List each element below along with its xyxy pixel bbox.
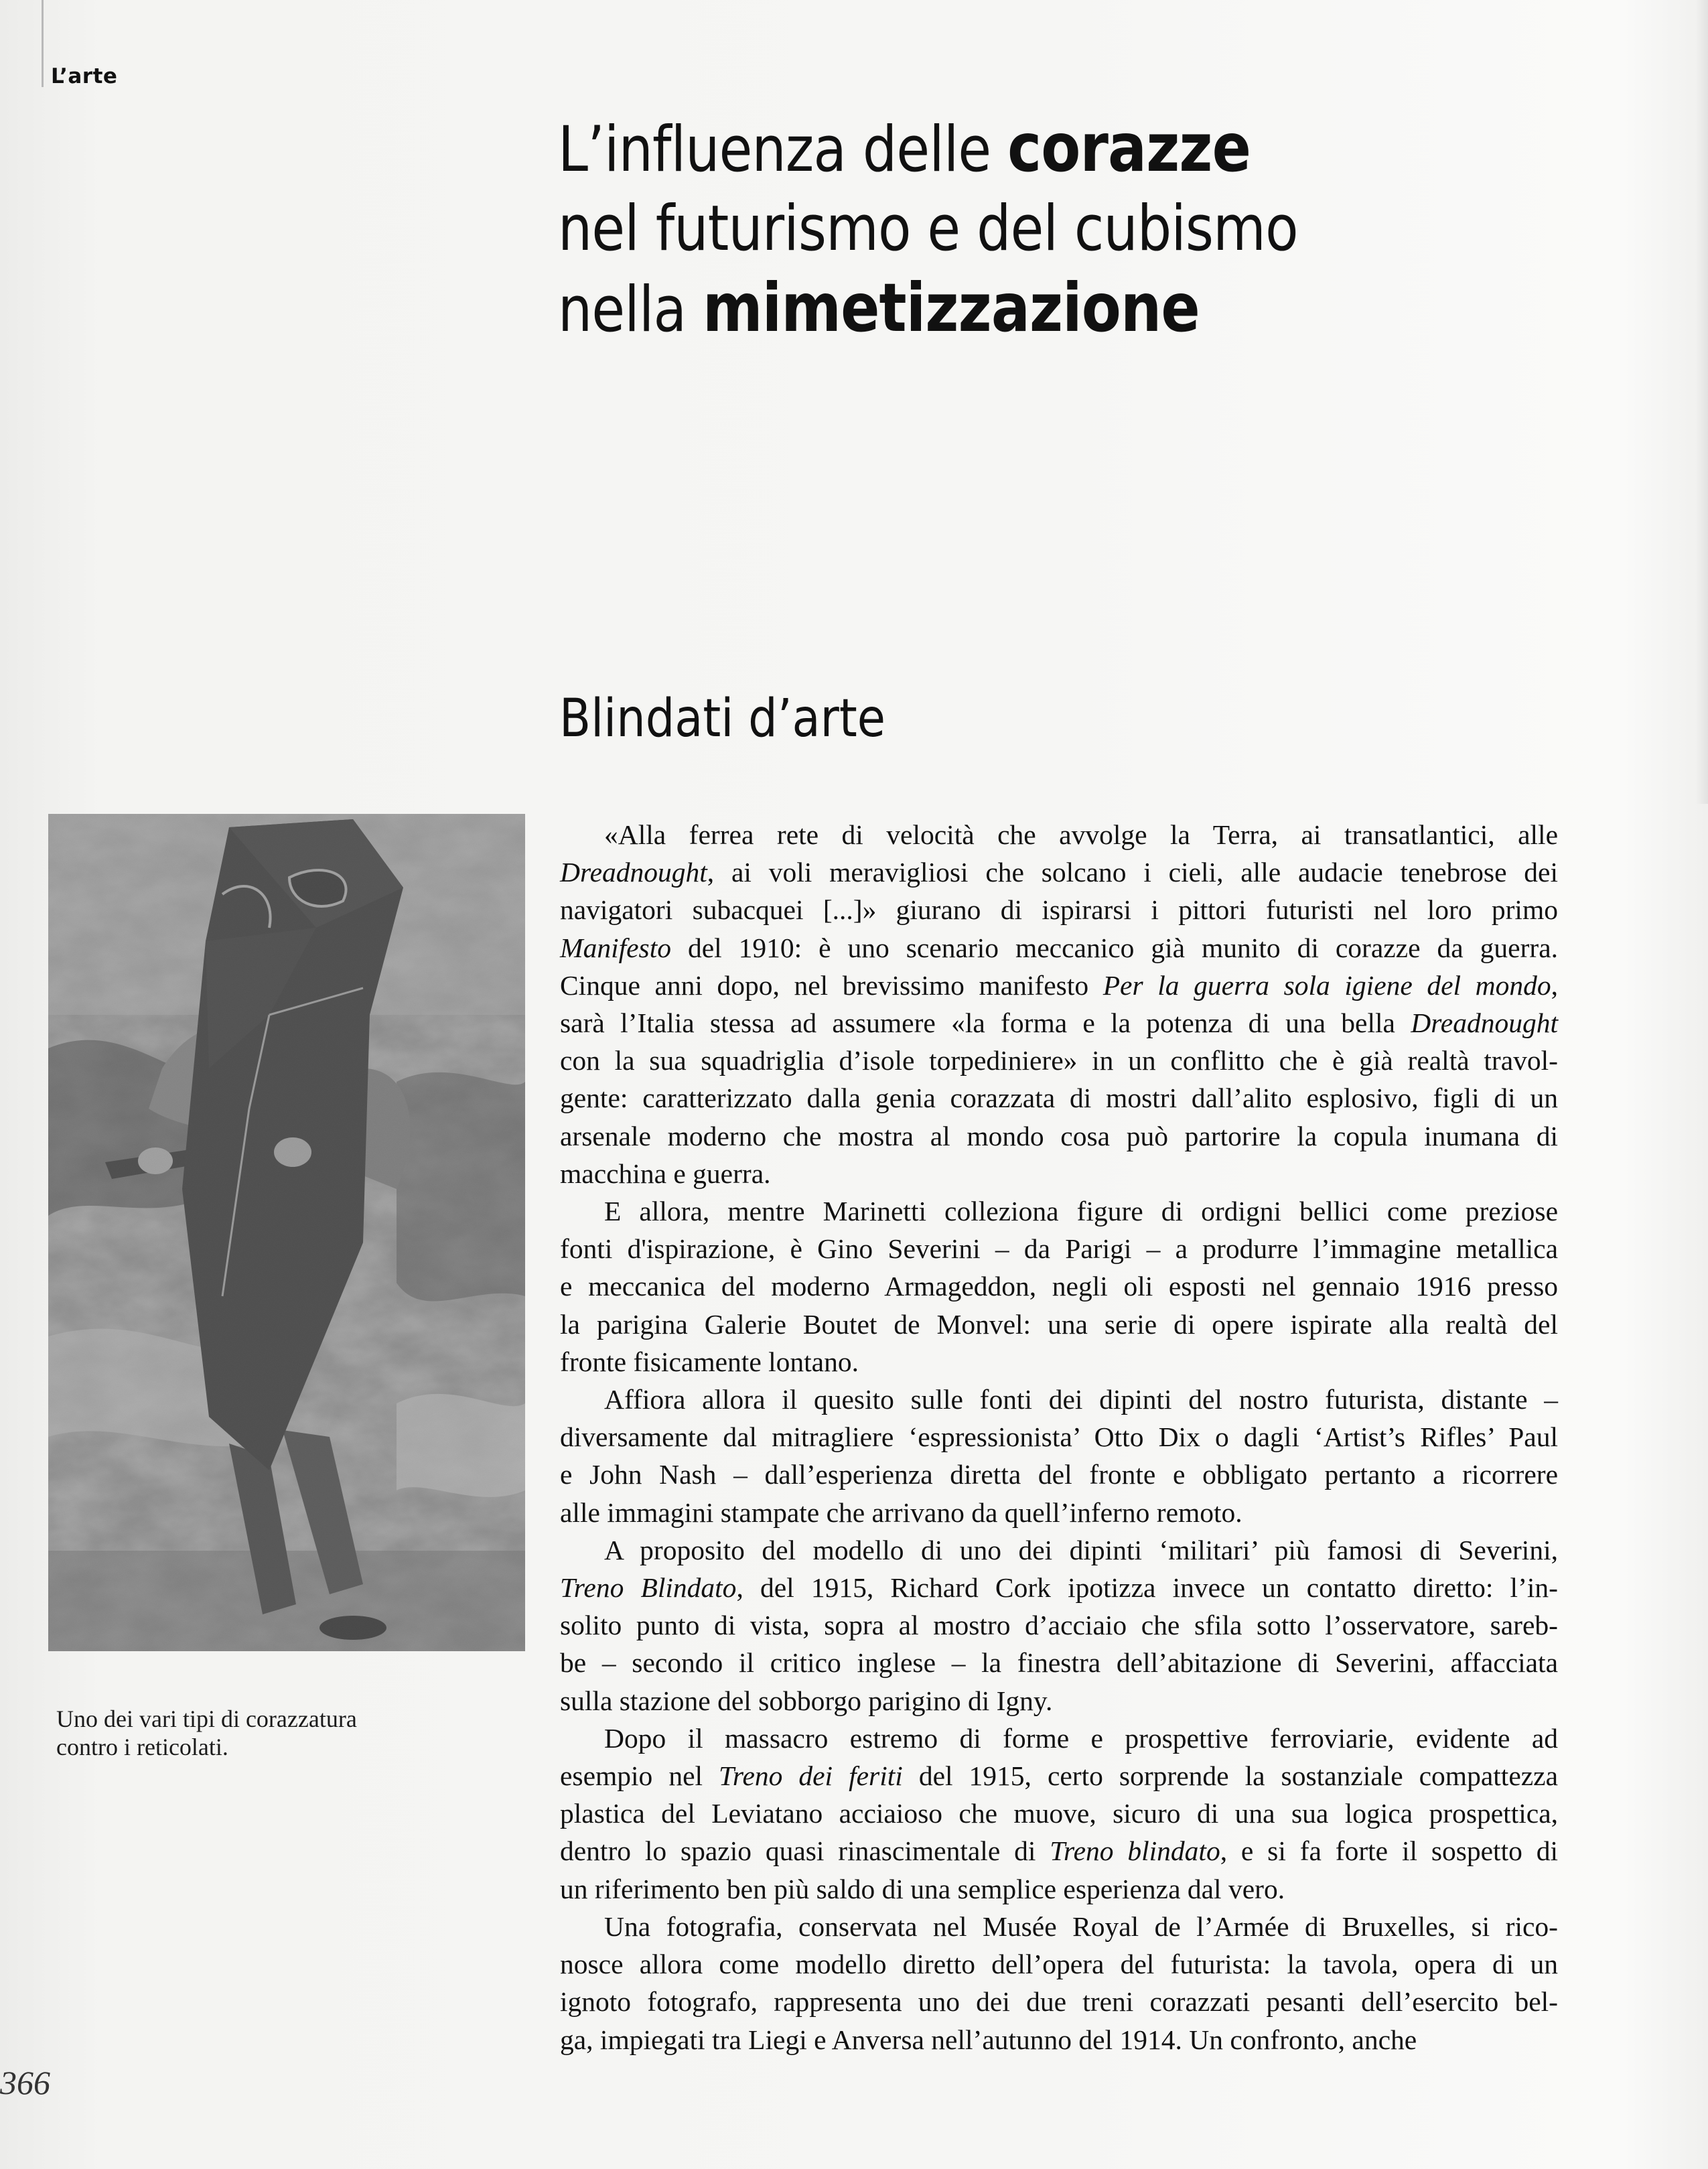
text-line [560, 1531, 1558, 1569]
title-line-1-regular: L’influenza delle [558, 113, 1008, 186]
text-run: un riferimento ben più saldo di una semplice esperienza dal vero. [560, 1873, 1285, 1904]
text-run: sarà l’Italia stessa ad assumere «la forma e la potenza di una bella [560, 1007, 1411, 1039]
figure-caption [56, 1705, 431, 1761]
text-line [560, 1720, 1558, 1757]
text-run: Una fotografia, conservata nel Musée Royal de l’Armée di Bruxelles, si rico- [604, 1910, 1558, 1942]
italic-title: Dreadnought [560, 857, 707, 888]
paragraph-5 [560, 1720, 1558, 1908]
text-line [560, 1606, 1558, 1644]
text-run: be – secondo il critico inglese – la finestra dell’abitazione di Severini, affacciata [560, 1647, 1558, 1679]
italic-title: Per la guerra sola igiene del mondo [1102, 969, 1551, 1001]
text-run: A proposito del modello di uno dei dipinti ‘militari’ più famosi di Severini, [604, 1534, 1558, 1565]
text-run: , e si fa forte il sospetto di [1220, 1835, 1558, 1867]
text-run: Cinque anni dopo, nel brevissimo manifesto [560, 969, 1103, 1001]
text-run: , [1551, 969, 1559, 1001]
article-title [558, 109, 1422, 350]
section-heading: Blindati d’arte [559, 689, 885, 749]
title-line-2: nel futurismo e del cubismo [558, 192, 1298, 265]
paragraph-1 [560, 816, 1558, 1192]
text-run: , del 1915, Richard Cork ipotizza invece un contatto diretto: l’in- [736, 1572, 1559, 1604]
page-number: 366 [0, 2064, 50, 2101]
text-run: macchina e guerra. [560, 1158, 771, 1189]
text-line [560, 1757, 1558, 1795]
margin-rule [42, 0, 44, 87]
title-line-1-bold: corazze [1007, 109, 1251, 187]
text-line [560, 853, 1558, 891]
text-run: del 1915, certo sorprende la sostanziale compattezza [902, 1760, 1558, 1792]
text-run: «Alla ferrea rete di velocità che avvolge la Terra, ai transatlantici, alle [604, 819, 1558, 850]
text-run: plastica del Leviatano acciaioso che muove, sicuro di una sua logica prospettica, [560, 1798, 1558, 1829]
text-run: Affiora allora il quesito sulle fonti dei dipinti del nostro futurista, distante – [604, 1384, 1558, 1415]
paragraph-6 [560, 1908, 1558, 2058]
text-line [560, 1644, 1558, 1681]
text-line [560, 2021, 1558, 2058]
text-run: , ai voli meravigliosi che solcano i cieli, alle audacie tenebrose dei [707, 857, 1558, 888]
text-run: ga, impiegati tra Liegi e Anversa nell’autunno del 1914. Un confronto, anche [560, 2024, 1417, 2055]
text-line [560, 1418, 1558, 1456]
text-line [560, 967, 1558, 1004]
title-line-3-regular: nella [558, 273, 703, 346]
text-line [560, 1042, 1558, 1079]
text-line [560, 891, 1558, 928]
italic-title: Dreadnought [1411, 1007, 1558, 1039]
text-line [560, 1908, 1558, 1945]
text-run: nosce allora come modello diretto dell’opera del futurista: la tavola, opera di un [560, 1949, 1558, 1980]
text-line [560, 1343, 1558, 1381]
text-run: fronte fisicamente lontano. [560, 1346, 859, 1377]
title-line-3 [558, 269, 1422, 350]
text-run: ignoto fotografo, rappresenta uno dei due treni corazzati pesanti dell’esercito bel- [560, 1986, 1558, 2018]
text-run: arsenale moderno che mostra al mondo cosa può partorire la copula inumana di [560, 1120, 1558, 1151]
figure-photo [48, 814, 525, 1651]
text-line [560, 1155, 1558, 1192]
text-run: navigatori subacquei [...]» giurano di ispirarsi i pittori futuristi nel loro primo [560, 894, 1558, 926]
text-run: diversamente dal mitragliere ‘espressionista’ Otto Dix o dagli ‘Artist’s Rifles’ Paul [560, 1421, 1558, 1453]
text-run: gente: caratterizzato dalla genia corazzata di mostri dall’alito esplosivo, figli di un [560, 1082, 1558, 1114]
text-line [560, 1682, 1558, 1720]
text-run: Dopo il massacro estremo di forme e prospettive ferroviarie, evidente ad [604, 1722, 1558, 1754]
armored-soldier-photo-icon [48, 814, 525, 1651]
text-run: con la sua squadriglia d’isole torpediniere» in un conflitto che è già realtà travol- [560, 1045, 1558, 1076]
text-line [560, 1569, 1558, 1606]
text-run: la parigina Galerie Boutet de Monvel: una serie di opere ispirate alla realtà del [560, 1308, 1558, 1340]
text-run: E allora, mentre Marinetti colleziona figure di ordigni bellici come preziose [604, 1196, 1558, 1227]
text-line [560, 1267, 1558, 1305]
article-body [560, 816, 1558, 2058]
running-head: L’arte [51, 64, 118, 88]
text-line [560, 1945, 1558, 1983]
text-line [560, 1456, 1558, 1493]
text-line [560, 1494, 1558, 1531]
text-run: dentro lo spazio quasi rinascimentale di [560, 1835, 1050, 1867]
text-line [560, 929, 1558, 967]
text-line [560, 1983, 1558, 2020]
title-line-1 [558, 109, 1422, 190]
text-line [560, 1870, 1558, 1908]
paragraph-2 [560, 1192, 1558, 1381]
text-run: esempio nel [560, 1760, 719, 1792]
text-run: sulla stazione del sobborgo parigino di Igny. [560, 1685, 1053, 1716]
text-line [560, 1230, 1558, 1267]
text-line [560, 1381, 1558, 1418]
italic-title: Treno blindato [1050, 1835, 1220, 1867]
italic-title: Manifesto [560, 932, 671, 963]
caption-line-2: contro i reticolati. [56, 1734, 228, 1760]
text-run: del 1910: è uno scenario meccanico già munito di corazze da guerra. [670, 932, 1558, 963]
text-run: solito punto di vista, sopra al mostro d’acciaio che sfila sotto l’osservatore, sareb- [560, 1610, 1558, 1641]
text-line [560, 1079, 1558, 1117]
text-line [560, 1004, 1558, 1042]
text-line [560, 1306, 1558, 1343]
text-line [560, 1192, 1558, 1230]
text-run: fonti d'ispirazione, è Gino Severini – da Parigi – a produrre l’immagine metallica [560, 1233, 1558, 1265]
text-run: e meccanica del moderno Armageddon, negli oli esposti nel gennaio 1916 presso [560, 1271, 1558, 1302]
text-line [560, 816, 1558, 853]
title-line-3-bold: mimetizzazione [702, 269, 1200, 347]
text-line [560, 1795, 1558, 1832]
text-run: alle immagini stampate che arrivano da quell’inferno remoto. [560, 1496, 1242, 1528]
italic-title: Treno dei feriti [719, 1760, 903, 1792]
italic-title: Treno Blindato [560, 1572, 737, 1604]
caption-line-1: Uno dei vari tipi di corazzatura [56, 1705, 357, 1732]
page-edge-shadow [1696, 0, 1708, 804]
text-line [560, 1117, 1558, 1155]
paragraph-4 [560, 1531, 1558, 1720]
text-line [560, 1832, 1558, 1870]
text-run: e John Nash – dall’esperienza diretta del fronte e obbligato pertanto a ricorrere [560, 1459, 1558, 1490]
paragraph-3 [560, 1381, 1558, 1531]
